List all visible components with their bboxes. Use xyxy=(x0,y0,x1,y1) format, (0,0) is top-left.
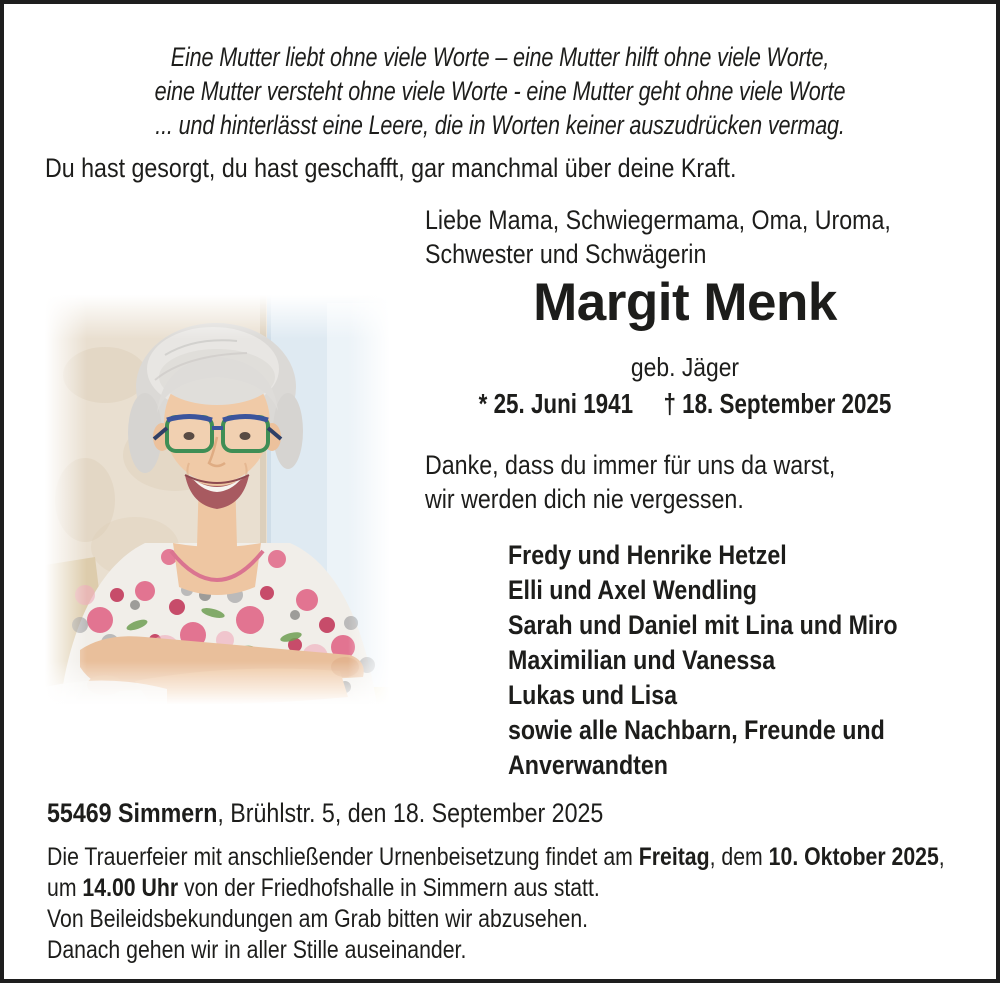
mourner-line: sowie alle Nachbarn, Freunde und Anverwandten xyxy=(508,715,885,780)
funeral-info xyxy=(47,842,945,966)
funeral-line: um 14.00 Uhr von der Friedhofshalle in Simmern aus statt. xyxy=(47,874,600,902)
quote-line: eine Mutter versteht ohne viele Worte - eine Mutter geht ohne viele Worte xyxy=(154,76,846,106)
funeral-line: Die Trauerfeier mit anschließender Urnenbeisetzung findet am Freitag, dem 10. Oktober 2025, xyxy=(47,843,945,871)
thanks-line: Danke, dass du immer für uns da warst, xyxy=(425,450,836,480)
intro-line: Du hast gesorgt, du hast geschafft, gar manchmal über deine Kraft. xyxy=(45,153,737,183)
thanks-block xyxy=(425,448,835,516)
quote-line: Eine Mutter liebt ohne viele Worte – eine Mutter hilft ohne viele Worte, xyxy=(170,42,830,72)
funeral-line: Danach gehen wir in aller Stille auseinander. xyxy=(47,936,467,964)
death-date: † 18. September 2025 xyxy=(663,388,892,419)
quote-block xyxy=(100,40,900,142)
address-line: 55469 Simmern, Brühlstr. 5, den 18. September 2025 xyxy=(47,798,604,828)
birth-date: * 25. Juni 1941 xyxy=(478,388,634,419)
salutation xyxy=(425,203,891,271)
mourners-list xyxy=(508,538,942,783)
mourner-line: Lukas und Lisa xyxy=(508,680,678,710)
life-dates xyxy=(473,388,897,420)
mourner-line: Maximilian und Vanessa xyxy=(508,645,776,675)
portrait-illustration xyxy=(45,295,390,705)
thanks-line: wir werden dich nie vergessen. xyxy=(425,484,744,514)
quote-line: ... und hinterlässt eine Leere, die in Worten keiner auszudrücken vermag. xyxy=(155,110,845,140)
salutation-line: Schwester und Schwägerin xyxy=(425,239,707,269)
maiden-name: geb. Jäger xyxy=(630,352,740,382)
mourner-line: Sarah und Daniel mit Lina und Miro xyxy=(508,610,898,640)
salutation-line: Liebe Mama, Schwiegermama, Oma, Uroma, xyxy=(425,205,891,235)
mourner-line: Fredy und Henrike Hetzel xyxy=(508,540,787,570)
funeral-line: Von Beileidsbekundungen am Grab bitten wir abzusehen. xyxy=(47,905,589,933)
deceased-name: Margit Menk xyxy=(533,273,837,332)
mourner-line: Elli und Axel Wendling xyxy=(508,575,757,605)
portrait-photo xyxy=(45,295,390,705)
